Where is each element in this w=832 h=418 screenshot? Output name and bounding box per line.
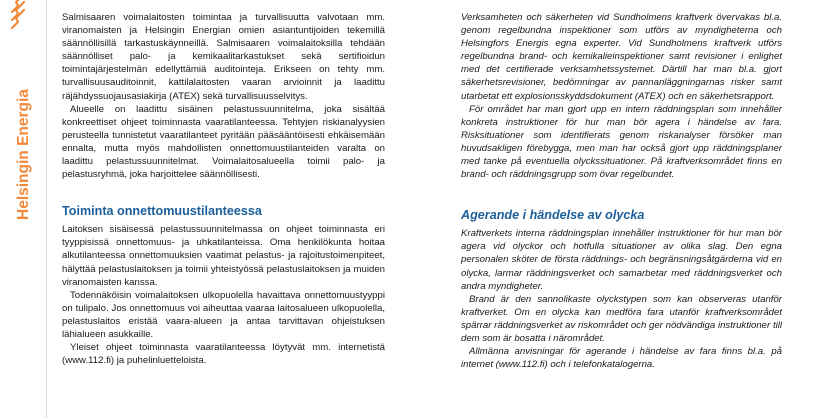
finnish-column [62,11,385,367]
fi-intro-paragraph-1: Salmisaaren voimalaitosten toimintaa ja turvallisuutta valvotaan mm. viranomaisten ja Helsingin Energian omien asiantuntijoiden tekemillä säännöllisillä tarkastuskäynneillä. Salmisaaren voimalaitoksilla tehdään säännölliset palo- ja kemikaalitarkastukset sekä sertifioidun toimintajärjestelmän edellyttämiä auditointeja. Erikseen on tehty mm. turvallisuusauditoinnit, kattilalaitosten vaaran arvioinnit ja laadittu räjähdyssuojausasiakirja (ATEX) sekä turvallisuusselvitys. [62,12,385,102]
helsingin-energia-logo-icon [12,0,24,28]
sv-intro-paragraph-1: Verksamheten och säkerheten vid Sundholmens kraftverk övervakas bl.a. genom regelbundna inspektioner som utförs av myndigheterna och Helsingfors Energis egna experter. Vid Sundholmens kraftverk utförs regelbundna brand- och kemikalieinspektioner samt revisioner i enlighet med det certifierade verksamhetssystemet. Därtill har man bl.a. gjort säkerhetsrevisioner, bedömningar av pannanläggningarnas risker samt utarbetat ett explosionsskyddsdokument (ATEX) och en säkerhetsrapport. [461,12,782,102]
brand-wordmark: Helsingin Energia [15,89,32,220]
fi-section-heading: Toiminta onnettomuustilanteessa [62,204,262,219]
sv-body-paragraph-3: Allmänna anvisningar för agerande i händelse av fara finns bl.a. på internet (www.112.fi) och i telefonkatalogerna. [461,346,782,371]
swedish-column [461,11,782,371]
sidebar-divider [46,0,47,418]
sv-intro-paragraph-2: För området har man gjort upp en intern räddningsplan som innehåller konkreta instruktioner för hur man bör agera i händelse av fara. Risksituationer som identifierats genom riskanalyser försöker man huvudsakligen förebygga, men man har också gjort upp räddningsplaner med tanke på eventuella olyckssituationer. På kraftverksområdet finns en brand- och räddningsgrupp som övar regelbundet. [461,103,782,181]
fi-body-paragraph-1: Laitoksen sisäisessä pelastussuunnitelmassa on ohjeet toiminnasta eri tyyppisissä onnettomuus- ja uhkatilanteissa. Oma henkilökunta hoitaa alkutilanteessa onnettomuuksien vaatimat pelastus- ja rajoitustoimenpiteet, hälyttää pelastuslaitoksen ja toimii yhteistyössä pelastuslaitoksen ja muiden viranomaisten kanssa. [62,224,385,288]
brand-sidebar [0,0,46,418]
fi-body-paragraph-2: Todennäköisin voimalaitoksen ulkopuolella havaittava onnettomuustyyppi on tulipalo. Jos onnettomuus voi aiheuttaa vaaraa laitosalueen ulkopuolella, pelastuslaitos eristää vaara-alueen ja antaa tarvittavan ohjeistuksen lähialueen asukkaille. [62,289,385,340]
fi-intro-paragraph-2: Alueelle on laadittu sisäinen pelastussuunnitelma, joka sisältää konkreettiset ohjeet toiminnasta vaaratilanteessa. Tehtyjen riskianalyysien perusteella tunnistetut vaaratilanteet pyritään pääsääntöisesti ehkäisemään ennalta, mutta myös mahdollisten onnettomuustilanteiden varalta on laadittu pelastussuunnitelmat. Voimalaitosalueella toimii palo- ja pelastusryhmä, joka harjoittelee säännöllisesti. [62,103,385,181]
sv-body-paragraph-2: Brand är den sannolikaste olyckstypen som kan observeras utanför kraftverket. Om en olycka kan medföra fara utanför kraftverksområdet spärrar räddningsverket av riskområdet och ger nödvändiga instruktioner till dem som är bosatta i närområdet. [461,293,782,344]
sv-section-heading: Agerande i händelse av olycka [461,208,645,223]
fi-body-paragraph-3: Yleiset ohjeet toiminnasta vaaratilanteessa löytyvät mm. internetistä (www.112.fi) ja puhelinluetteloista. [62,342,385,367]
sv-body-paragraph-1: Kraftverkets interna räddningsplan innehåller instruktioner för hur man bör agera vid olyckor och hotfulla situationer av olika slag. Den egna personalen sköter de första räddnings- och begränsningsåtgärderna vid en olycka, larmar räddningsverket och samarbetar med räddningsverket och andra myndigheter. [461,228,782,292]
helsingin-energia-logo [2,0,42,230]
